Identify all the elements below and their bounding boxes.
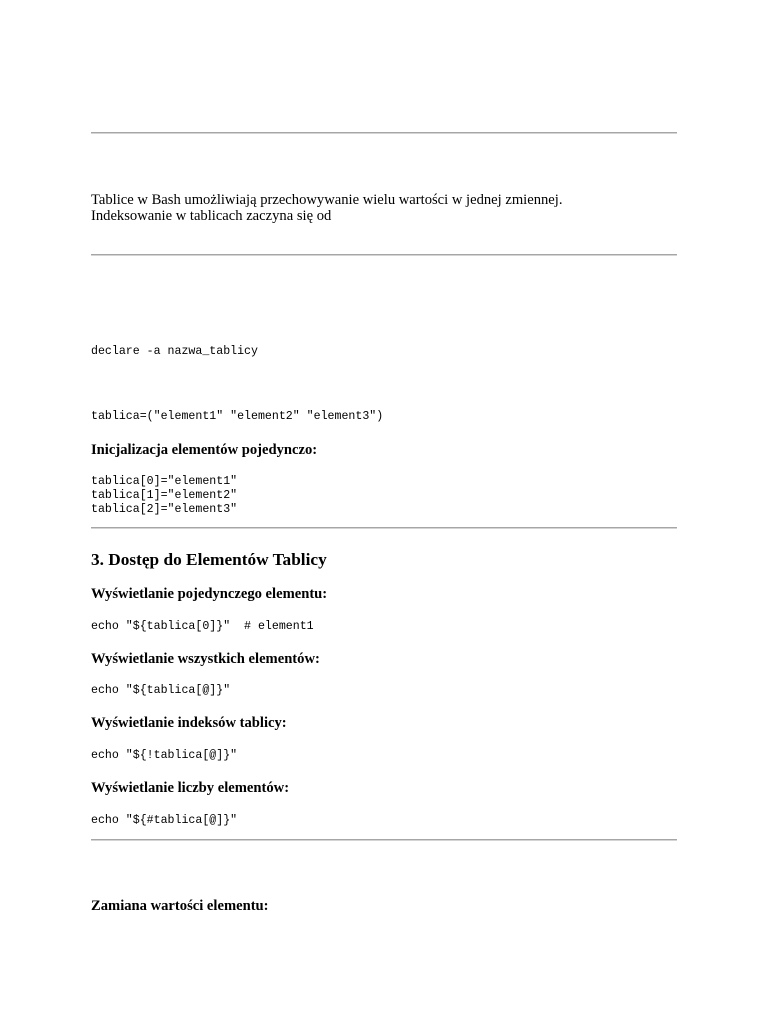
replace-label: Zamiana wartości elementu: — [91, 898, 269, 914]
item-label: Wyświetlanie indeksów tablicy: — [91, 715, 287, 731]
item-code: echo "${#tablica[@]}" — [91, 814, 238, 827]
code-line: tablica[1]="element2" — [91, 489, 238, 502]
horizontal-rule — [91, 254, 677, 256]
item-code: echo "${tablica[0]}" # element1 — [91, 620, 314, 633]
init-individual-label: Inicjalizacja elementów pojedynczo: — [91, 442, 318, 458]
code-line: tablica[0]="element1" — [91, 475, 238, 488]
horizontal-rule — [91, 527, 677, 529]
item-label: Wyświetlanie pojedynczego elementu: — [91, 586, 328, 602]
item-code: echo "${!tablica[@]}" — [91, 749, 238, 762]
item-code: echo "${tablica[@]}" — [91, 684, 231, 697]
code-init-individual — [91, 475, 237, 517]
item-label: Wyświetlanie liczby elementów: — [91, 780, 290, 796]
intro-paragraph — [91, 192, 681, 224]
horizontal-rule — [91, 132, 677, 134]
horizontal-rule — [91, 839, 677, 841]
section-heading: 3. Dostęp do Elementów Tablicy — [91, 550, 327, 569]
code-init-all: tablica=("element1" "element2" "element3") — [91, 410, 384, 423]
item-label: Wyświetlanie wszystkich elementów: — [91, 651, 320, 667]
code-line: tablica[2]="element3" — [91, 503, 238, 516]
intro-line-1: Tablice w Bash umożliwiają przechowywanie wielu wartości w jednej zmiennej. — [91, 192, 563, 208]
intro-line-2: Indeksowanie w tablicach zaczyna się od — [91, 208, 332, 224]
code-declare: declare -a nazwa_tablicy — [91, 345, 258, 358]
